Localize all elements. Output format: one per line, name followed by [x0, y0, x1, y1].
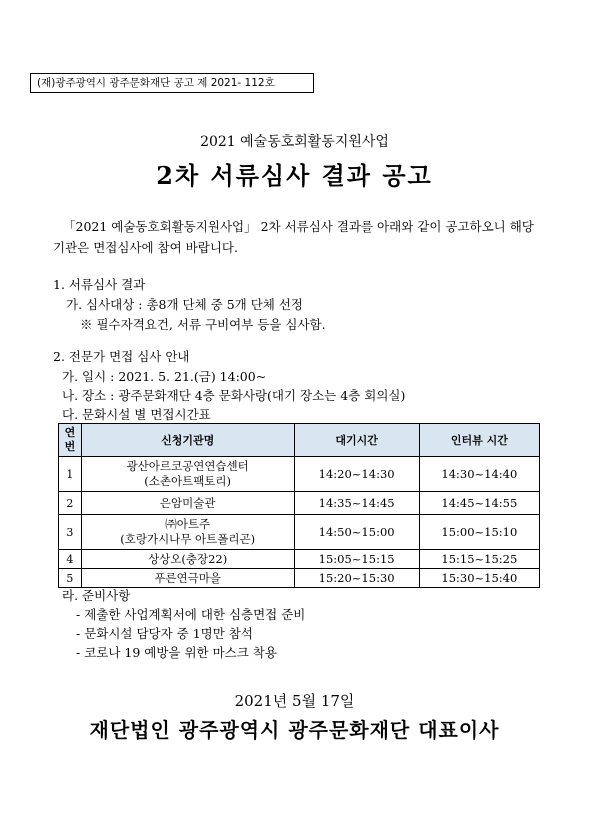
header-no: 연 번: [59, 424, 82, 457]
row-org: 푸른연극마을: [81, 569, 294, 588]
row-no: 3: [59, 515, 82, 550]
table-header-row: [59, 424, 540, 457]
row-interview: 14:45~14:55: [419, 492, 539, 515]
table-row: [59, 550, 540, 569]
section2-item-c: 다. 문화시설 별 면접시간표: [62, 407, 211, 422]
notice-number: (재)광주광역시 광주문화재단 공고 제 2021- 112호: [30, 73, 314, 93]
interview-schedule-table: [58, 423, 540, 588]
prep-heading: 라. 준비사항: [62, 588, 131, 603]
section1-heading: 1. 서류심사 결과: [53, 277, 146, 292]
header-org: 신청기관명: [81, 424, 294, 457]
row-no: 4: [59, 550, 82, 569]
section2-item-b: 나. 장소 : 광주문화재단 4층 문화사랑(대기 장소는 4층 회의실): [62, 388, 406, 403]
row-interview: 15:15~15:25: [419, 550, 539, 569]
row-no: 5: [59, 569, 82, 588]
header-interview: 인터뷰 시간: [419, 424, 539, 457]
section2-heading: 2. 전문가 면접 심사 안내: [53, 349, 190, 364]
row-interview: 15:00~15:10: [419, 515, 539, 550]
intro-paragraph: 「2021 예술동호회활동지원사업」 2차 서류심사 결과를 아래와 같이 공고하오니 해당 기관은 면접심사에 참여 바랍니다.: [53, 219, 534, 255]
row-org: 광산아르코공연연습센터 (소촌아트팩토리): [81, 457, 294, 492]
table-row: [59, 515, 540, 550]
row-wait: 15:20~15:30: [294, 569, 419, 588]
row-wait: 14:35~14:45: [294, 492, 419, 515]
prep-item: - 제출한 사업계획서에 대한 심층면접 준비: [76, 607, 306, 622]
row-wait: 14:20~14:30: [294, 457, 419, 492]
table-row: [59, 569, 540, 588]
row-interview: 14:30~14:40: [419, 457, 539, 492]
row-wait: 14:50~15:00: [294, 515, 419, 550]
section2-item-a: 가. 일시 : 2021. 5. 21.(금) 14:00~: [62, 369, 267, 384]
row-no: 2: [59, 492, 82, 515]
table-row: [59, 457, 540, 492]
prep-item: - 문화시설 담당자 중 1명만 참석: [76, 626, 253, 641]
row-org: 은암미술관: [81, 492, 294, 515]
prep-item: - 코로나 19 예방을 위한 마스크 착용: [76, 645, 277, 660]
table-row: [59, 492, 540, 515]
header-wait: 대기시간: [294, 424, 419, 457]
row-no: 1: [59, 457, 82, 492]
notice-date: 2021년 5월 17일: [234, 692, 355, 710]
row-interview: 15:30~15:40: [419, 569, 539, 588]
issuer-signature: 재단법인 광주광역시 광주문화재단 대표이사: [89, 718, 500, 742]
row-org: 상상오(충장22): [81, 550, 294, 569]
section1-item-a: 가. 심사대상 : 총8개 단체 중 5개 단체 선정: [66, 297, 304, 312]
section1-note: ※ 필수자격요건, 서류 구비여부 등을 심사함.: [80, 317, 326, 332]
row-org: ㈜아트주 (호랑가시나무 아트폴리곤): [81, 515, 294, 550]
document-title: 2차 서류심사 결과 공고: [156, 161, 433, 190]
row-wait: 15:05~15:15: [294, 550, 419, 569]
document-subtitle: 2021 예술동호회활동지원사업: [200, 134, 389, 150]
